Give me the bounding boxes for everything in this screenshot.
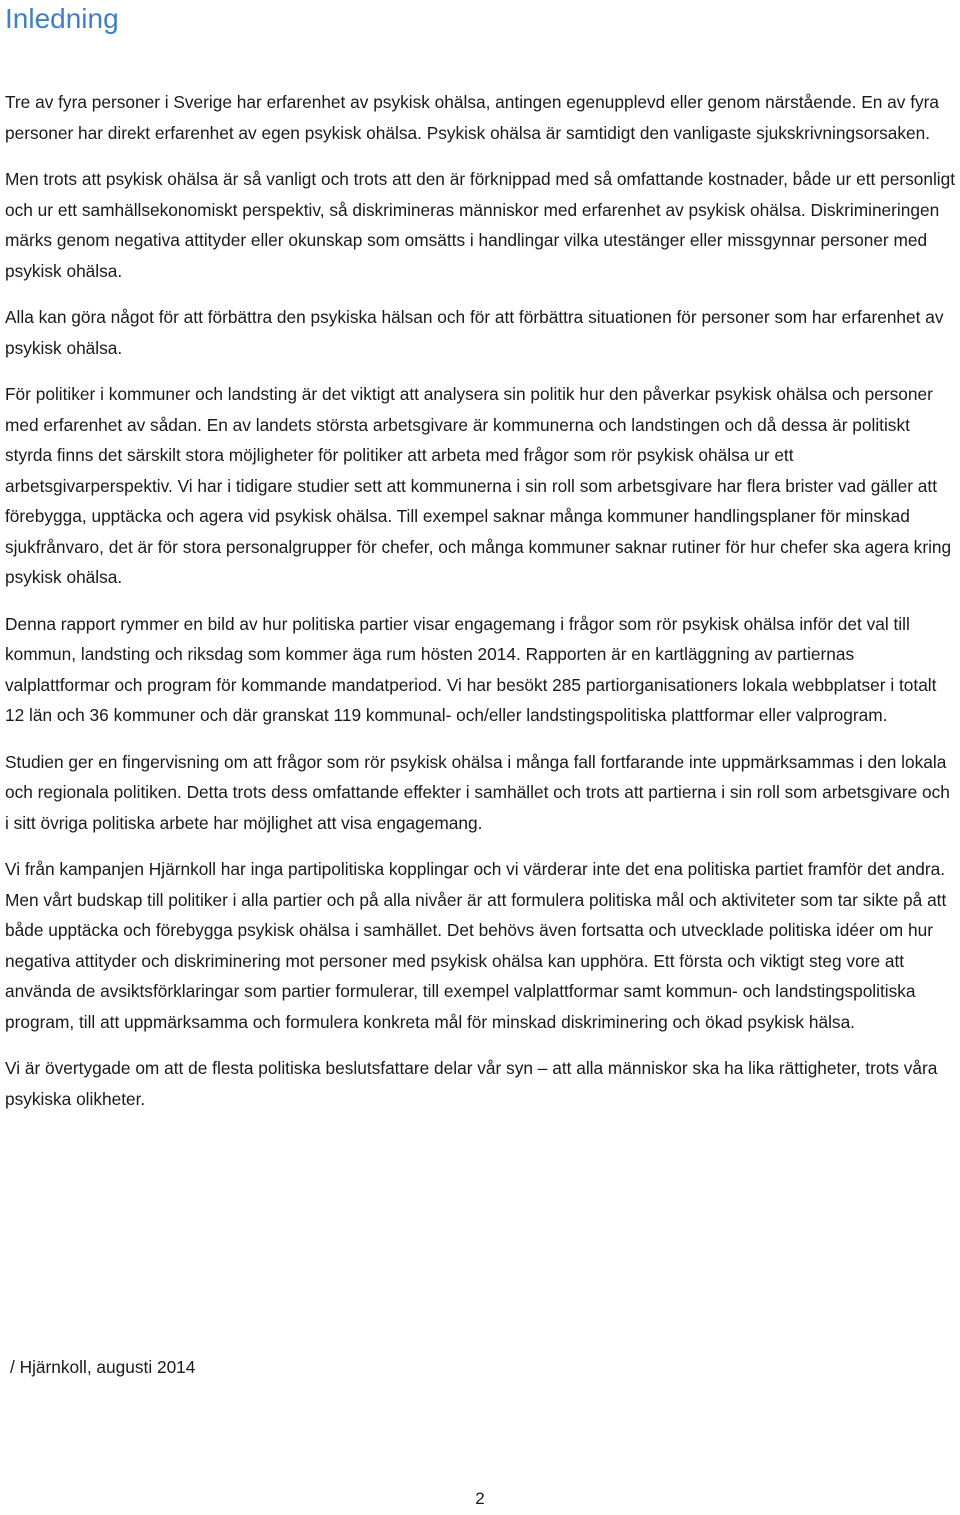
document-body <box>5 87 957 1130</box>
paragraph-study-findings: Studien ger en fingervisning om att frågor som rör psykisk ohälsa i många fall fortfarande inte uppmärksammas i den lokala och regionala politiken. Detta trots dess omfattande effekter i samhället och trots att partierna i sin roll som arbetsgivare och i sitt övriga politiska arbete har möjlighet att visa engagemang. <box>5 751 950 833</box>
paragraph-discrimination: Men trots att psykisk ohälsa är så vanligt och trots att den är förknippad med så omfattande kostnader, både ur ett personligt och ur ett samhällsekonomiskt perspektiv, så diskrimineras människor med erfarenhet av psykisk ohälsa. Diskrimineringen märks genom negativa attityder eller okunskap som omsätts i handlingar vilka utestänger eller missgynnar personer med psykisk ohälsa. <box>5 169 956 281</box>
page-number: 2 <box>475 1489 485 1508</box>
signature: / Hjärnkoll, augusti 2014 <box>10 1357 196 1377</box>
paragraph-campaign-message: Vi från kampanjen Hjärnkoll har inga partipolitiska kopplingar och vi värderar inte det ena politiska partiet framför det andra. Men vårt budskap till politiker i alla partier och på alla nivåer är att formulera politiska mål och aktiviteter som tar sikte på att både upptäcka och förebygga psykisk ohälsa i samhället. Det behövs även fortsatta och utvecklade politiska idéer om hur negativa attityder och diskriminering mot personer med psykisk ohälsa kan upphöra. Ett första och viktigt steg vore att använda de avsiktsförklaringar som partier formulerar, till exempel valplattformar samt kommun- och landstingspolitiska program, till att uppmärksamma och formulera konkreta mål för minskad diskriminering och ökad psykisk hälsa. <box>5 859 947 1032</box>
paragraph-report-scope: Denna rapport rymmer en bild av hur politiska partier visar engagemang i frågor som rör psykisk ohälsa inför det val till kommun, landsting och riksdag som kommer äga rum hösten 2014. Rapporten är en kartläggning av partiernas valplattformar och program för kommande mandatperiod. Vi har besökt 285 partiorganisationers lokala webbplatser i totalt 12 län och 36 kommuner och där granskat 119 kommunal- och/eller landstingspolitiska plattformar eller valprogram. <box>5 613 937 725</box>
paragraph-conviction: Vi är övertygade om att de flesta politiska beslutsfattare delar vår syn – att alla människor ska ha lika rättigheter, trots våra psykiska olikheter. <box>5 1058 938 1109</box>
paragraph-politicians: För politiker i kommuner och landsting är det viktigt att analysera sin politik hur den påverkar psykisk ohälsa och personer med erfarenhet av sådan. En av landets största arbetsgivare är kommunerna och landstingen och då dessa är politiskt styrda finns det särskilt stora möjligheter för politiker att arbeta med frågor som rör psykisk ohälsa ur ett arbetsgivarperspektiv. Vi har i tidigare studier sett att kommunerna i sin roll som arbetsgivare har flera brister vad gäller att förebygga, upptäcka och agera vid psykisk ohälsa. Till exempel saknar många kommuner handlingsplaner för minskad sjukfrånvaro, det är för stora personalgrupper för chefer, och många kommuner saknar rutiner för hur chefer ska agera kring psykisk ohälsa. <box>5 384 952 587</box>
page-title: Inledning <box>5 3 119 34</box>
paragraph-intro: Tre av fyra personer i Sverige har erfarenhet av psykisk ohälsa, antingen egenupplevd eller genom närstående. En av fyra personer har direkt erfarenhet av egen psykisk ohälsa. Psykisk ohälsa är samtidigt den vanligaste sjukskrivningsorsaken. <box>5 92 940 143</box>
paragraph-everyone-can: Alla kan göra något för att förbättra den psykiska hälsan och för att förbättra situationen för personer som har erfarenhet av psykisk ohälsa. <box>5 307 944 358</box>
